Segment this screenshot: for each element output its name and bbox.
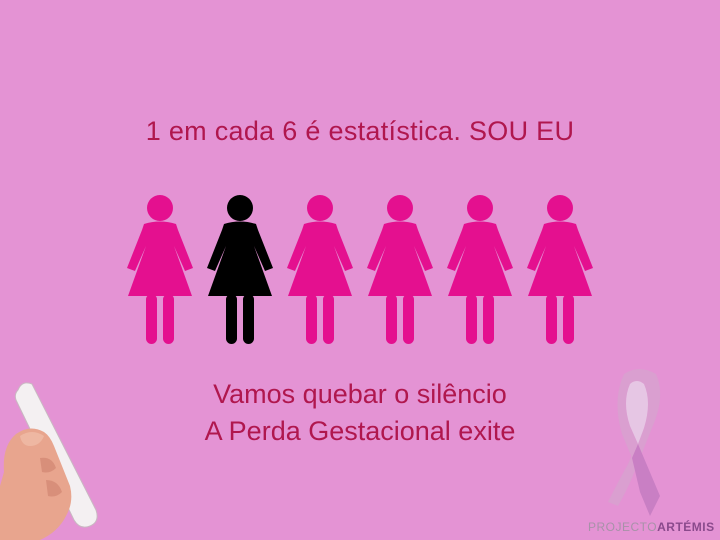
message-line-2: A Perda Gestacional exite xyxy=(204,416,516,446)
hand-holding-test-illustration xyxy=(0,376,110,540)
woman-icon xyxy=(280,190,360,350)
awareness-ribbon-icon xyxy=(604,366,674,518)
figure-row xyxy=(120,190,600,350)
woman-icon xyxy=(440,190,520,350)
headline: 1 em cada 6 é estatística. SOU EU xyxy=(145,116,575,146)
logo-text-artemis: ARTÉMIS xyxy=(657,520,715,534)
projecto-artemis-logo xyxy=(588,520,715,534)
message-line-1: Vamos quebar o silêncio xyxy=(213,379,507,409)
message xyxy=(130,376,590,450)
woman-icon xyxy=(360,190,440,350)
logo-text-projecto: PROJECTO xyxy=(588,520,658,534)
woman-icon xyxy=(120,190,200,350)
woman-icon xyxy=(200,190,280,350)
woman-icon xyxy=(520,190,600,350)
